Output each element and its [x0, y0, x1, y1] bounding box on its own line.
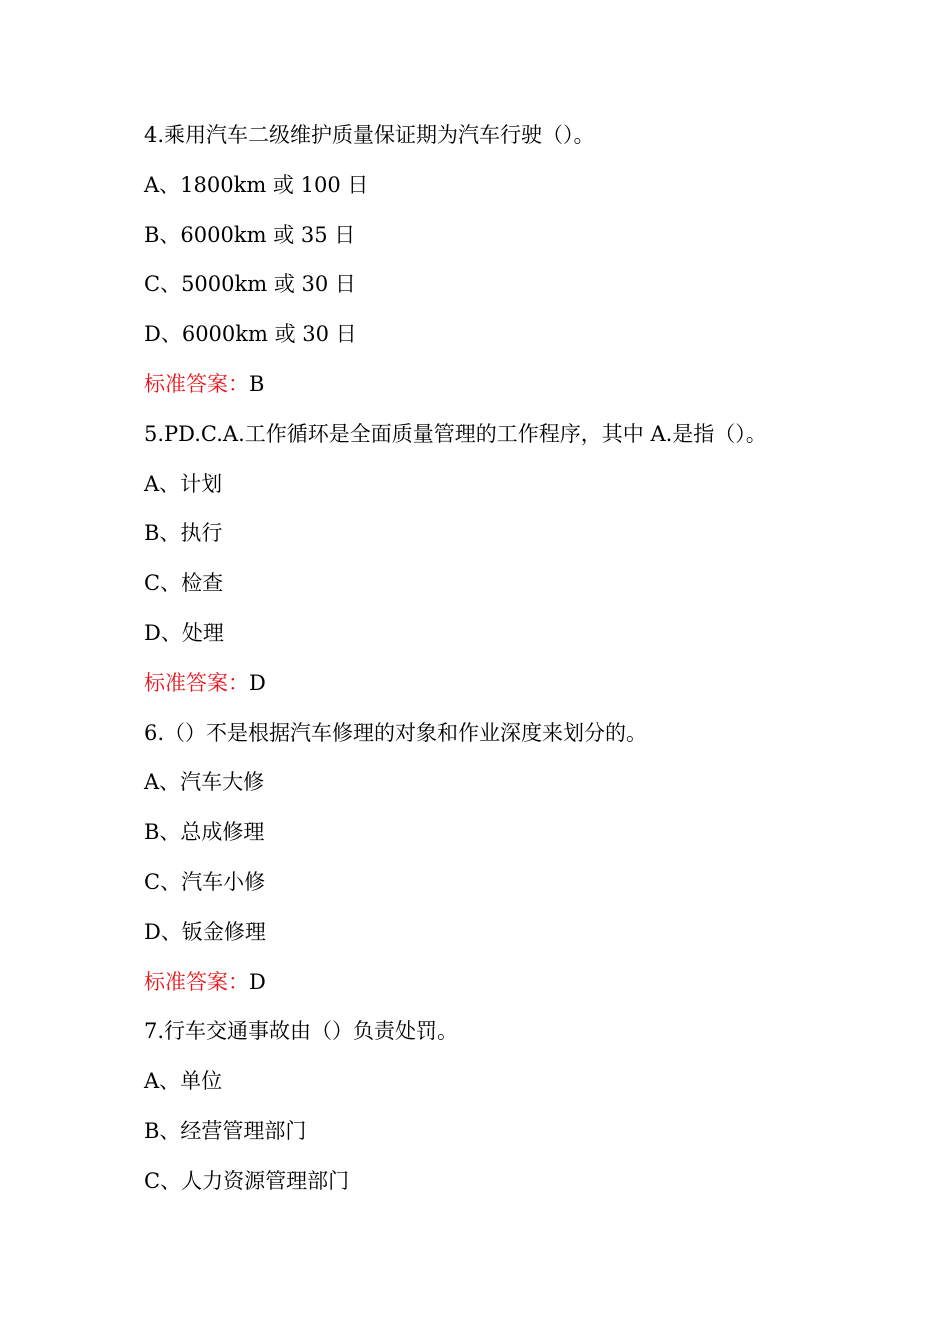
option-b: B、6000km 或 35 日	[144, 222, 356, 247]
option-a: A、单位	[144, 1069, 223, 1094]
option-d: D、6000km 或 30 日	[144, 322, 357, 347]
option-b: B、执行	[144, 521, 223, 546]
option-c: C、5000km 或 30 日	[144, 272, 356, 297]
answer-value: D	[249, 670, 266, 695]
standard-answer	[144, 366, 904, 416]
option-c: C、汽车小修	[144, 869, 266, 894]
answer-label: 标准答案：	[144, 670, 249, 695]
option-a: A、汽车大修	[144, 770, 265, 795]
answer-label: 标准答案：	[144, 969, 249, 994]
question-stem: 6.（）不是根据汽车修理的对象和作业深度来划分的。	[144, 720, 648, 745]
option-c: C、检查	[144, 571, 224, 596]
option-a: A、1800km 或 100 日	[144, 172, 369, 197]
question-stem: 7.行车交通事故由（）负责处罚。	[144, 1019, 459, 1044]
option-c: C、人力资源管理部门	[144, 1168, 350, 1193]
standard-answer	[144, 964, 904, 1014]
question-stem: 5.PD.C.A.工作循环是全面质量管理的工作程序，其中 A.是指（）。	[144, 421, 767, 446]
answer-value: B	[249, 371, 265, 396]
question-stem: 4.乘用汽车二级维护质量保证期为汽车行驶（）。	[144, 123, 595, 147]
option-d: D、处理	[144, 620, 224, 645]
standard-answer	[144, 665, 904, 715]
option-d: D、钣金修理	[144, 919, 266, 944]
option-b: B、总成修理	[144, 820, 265, 845]
answer-label: 标准答案：	[144, 371, 249, 396]
question-list	[144, 117, 904, 1213]
option-a: A、计划	[144, 471, 223, 496]
option-b: B、经营管理部门	[144, 1118, 307, 1143]
answer-value: D	[249, 969, 266, 994]
